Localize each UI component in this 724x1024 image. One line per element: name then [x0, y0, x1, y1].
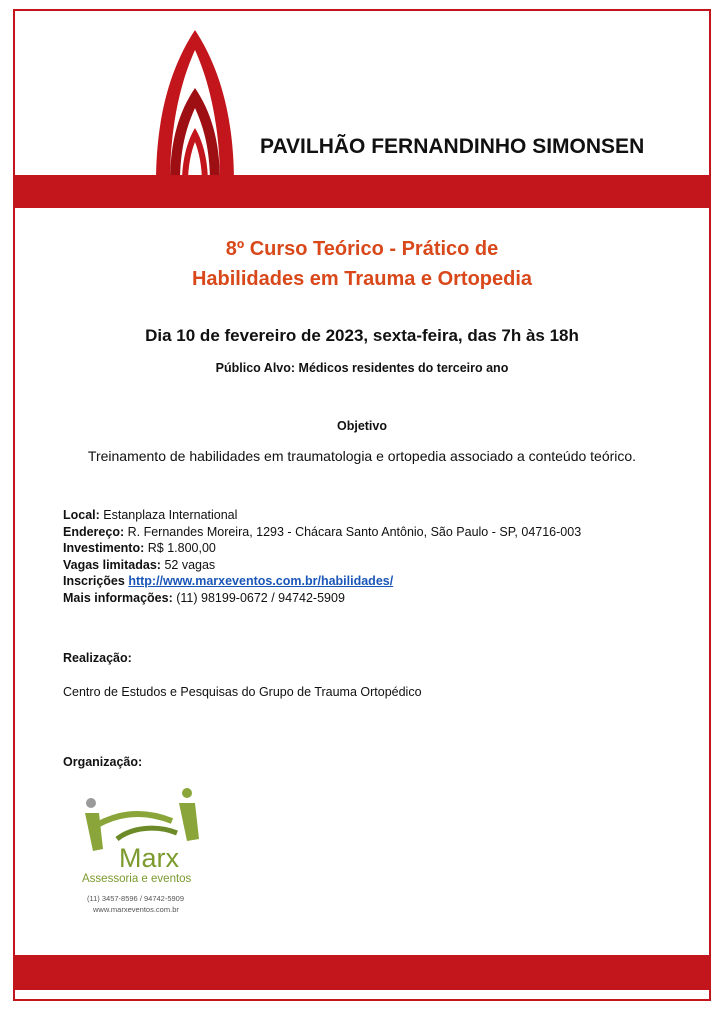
venue-name: PAVILHÃO FERNANDINHO SIMONSEN [260, 135, 645, 158]
detail-address [63, 524, 581, 541]
info-label: Mais informações: [63, 590, 173, 605]
organization-heading: Organização: [63, 755, 143, 769]
event-date: Dia 10 de fevereiro de 2023, sexta-feira, das 7h às 18h [145, 326, 579, 345]
pavilion-logo-icon [140, 28, 250, 183]
marx-logo-phone: (11) 3457-8596 / 94742-5909 [87, 894, 185, 903]
local-label: Local: [63, 508, 100, 522]
audience-label: Público Alvo: [215, 361, 296, 375]
event-title-line1: 8º Curso Teórico - Prático de [225, 238, 499, 260]
vacancies-value: 52 vagas [164, 557, 216, 572]
event-details [63, 507, 581, 607]
audience-value: Médicos residentes do terceiro ano [298, 361, 509, 375]
target-audience [15, 361, 709, 375]
event-title-line2: Habilidades em Trauma e Ortopedia [191, 268, 533, 290]
registration-label: Inscrições [63, 574, 125, 589]
marx-logo-site: www.marxeventos.com.br [93, 905, 179, 914]
registration-link[interactable]: http://www.marxeventos.com.br/habilidades/ [128, 574, 394, 589]
marx-logo-subtitle: Assessoria e eventos [82, 873, 192, 885]
event-title [15, 234, 709, 294]
address-value: R. Fernandes Moreira, 1293 - Chácara Santo Antônio, São Paulo - SP, 04716-003 [127, 524, 582, 539]
address-label: Endereço: [63, 524, 125, 539]
detail-vacancies [63, 557, 581, 574]
objective-heading: Objetivo [336, 419, 387, 433]
realization-heading: Realização: [63, 651, 132, 665]
detail-info [63, 590, 581, 607]
info-value: (11) 98199-0672 / 94742-5909 [176, 590, 345, 605]
detail-local [63, 507, 581, 524]
marx-logo-name: Marx [119, 843, 179, 873]
detail-registration [63, 573, 581, 590]
vacancies-label: Vagas limitadas: [63, 557, 161, 572]
realization-text: Centro de Estudos e Pesquisas do Grupo de Trauma Ortopédico [63, 685, 422, 699]
local-value: Estanplaza International [103, 508, 238, 522]
investment-label: Investimento: [63, 541, 145, 556]
page-frame [13, 9, 711, 1001]
footer-band [15, 955, 709, 990]
header-band [15, 175, 709, 208]
objective-text: Treinamento de habilidades em traumatologia e ortopedia associado a conteúdo teórico. [87, 448, 637, 464]
detail-investment [63, 540, 581, 557]
investment-value: R$ 1.800,00 [147, 541, 216, 556]
